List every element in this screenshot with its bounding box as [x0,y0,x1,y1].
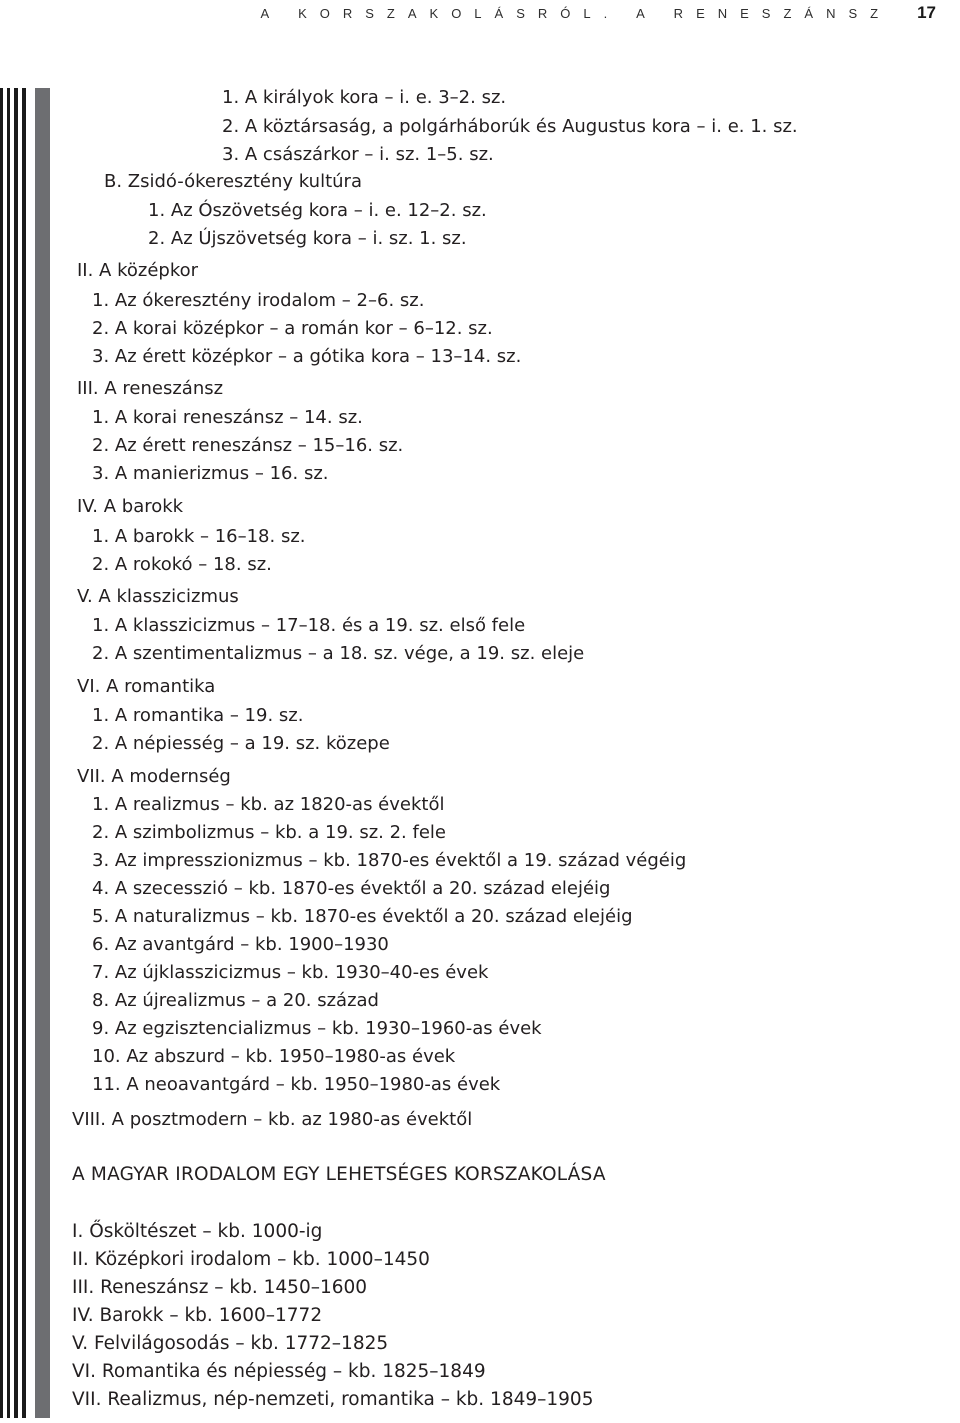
list-item: II. Középkori irodalom – kb. 1000–1450 [72,1249,430,1270]
outline-item: 2. A népiesség – a 19. sz. közepe [92,733,390,754]
margin-bar [0,88,3,1418]
outline-item: 1. Az Ószövetség kora – i. e. 12–2. sz. [148,200,487,221]
outline-item: 7. Az újklasszicizmus – kb. 1930–40-es évek [92,962,489,983]
list-item: I. Ősköltészet – kb. 1000-ig [72,1221,323,1242]
margin-bar [14,88,18,1418]
outline-item: 1. A romantika – 19. sz. [92,705,304,726]
outline-heading: II. A középkor [77,260,199,281]
page-number: 17 [917,3,936,22]
outline-heading: VI. A romantika [77,676,216,697]
outline-item: 2. Az Újszövetség kora – i. sz. 1. sz. [148,228,467,249]
outline-heading: III. A reneszánsz [77,378,224,399]
outline-item: 2. A köztársaság, a polgárháborúk és Augustus kora – i. e. 1. sz. [222,116,798,137]
section-title: A MAGYAR IRODALOM EGY LEHETSÉGES KORSZAKOLÁSA [72,1164,606,1185]
outline-item: 9. Az egzisztencializmus – kb. 1930–1960-as évek [92,1018,542,1039]
margin-decoration [0,88,50,1418]
outline-heading: VIII. A posztmodern – kb. az 1980-as évektől [72,1109,473,1130]
running-title: A KORSZAKOLÁSRÓL. A RENESZÁNSZ [260,5,892,21]
list-item: III. Reneszánsz – kb. 1450–1600 [72,1277,368,1298]
margin-bar [7,88,10,1418]
list-item: VI. Romantika és népiesség – kb. 1825–1849 [72,1361,486,1382]
outline-heading: VII. A modernség [77,766,231,787]
outline-item: 1. A királyok kora – i. e. 3–2. sz. [222,87,507,108]
list-item: VII. Realizmus, nép-nemzeti, romantika – kb. 1849–1905 [72,1389,594,1410]
list-item: V. Felvilágosodás – kb. 1772–1825 [72,1333,389,1354]
outline-item: 2. A rokokó – 18. sz. [92,554,272,575]
margin-bar-gray [35,88,50,1418]
running-head [261,0,937,26]
outline-item: 8. Az újrealizmus – a 20. század [92,990,379,1011]
outline-item: 2. A szentimentalizmus – a 18. sz. vége, a 19. sz. eleje [92,643,585,664]
outline-item: 3. A manierizmus – 16. sz. [92,463,329,484]
outline-item: 2. A szimbolizmus – kb. a 19. sz. 2. fele [92,822,446,843]
outline-heading: B. Zsidó-ókeresztény kultúra [104,171,362,192]
outline-item: 10. Az abszurd – kb. 1950–1980-as évek [92,1046,456,1067]
outline-item: 11. A neoavantgárd – kb. 1950–1980-as évek [92,1074,501,1095]
outline-item: 1. A realizmus – kb. az 1820-as évektől [92,794,445,815]
outline-item: 3. A császárkor – i. sz. 1–5. sz. [222,144,494,165]
outline-item: 2. A korai középkor – a román kor – 6–12. sz. [92,318,493,339]
list-item: IV. Barokk – kb. 1600–1772 [72,1305,323,1326]
margin-bar [22,88,26,1418]
outline-heading: IV. A barokk [77,496,184,517]
outline-item: 4. A szecesszió – kb. 1870-es évektől a 20. század elejéig [92,878,611,899]
outline-item: 5. A naturalizmus – kb. 1870-es évektől a 20. század elejéig [92,906,633,927]
outline-item: 1. A barokk – 16–18. sz. [92,526,306,547]
outline-item: 3. Az érett középkor – a gótika kora – 13–14. sz. [92,346,522,367]
outline-item: 1. Az ókeresztény irodalom – 2–6. sz. [92,290,425,311]
outline-item: 6. Az avantgárd – kb. 1900–1930 [92,934,389,955]
outline-heading: V. A klasszicizmus [77,586,239,607]
outline-item: 2. Az érett reneszánsz – 15–16. sz. [92,435,404,456]
outline-item: 1. A korai reneszánsz – 14. sz. [92,407,363,428]
outline-item: 3. Az impresszionizmus – kb. 1870-es évektől a 19. század végéig [92,850,687,871]
outline-item: 1. A klasszicizmus – 17–18. és a 19. sz. első fele [92,615,526,636]
